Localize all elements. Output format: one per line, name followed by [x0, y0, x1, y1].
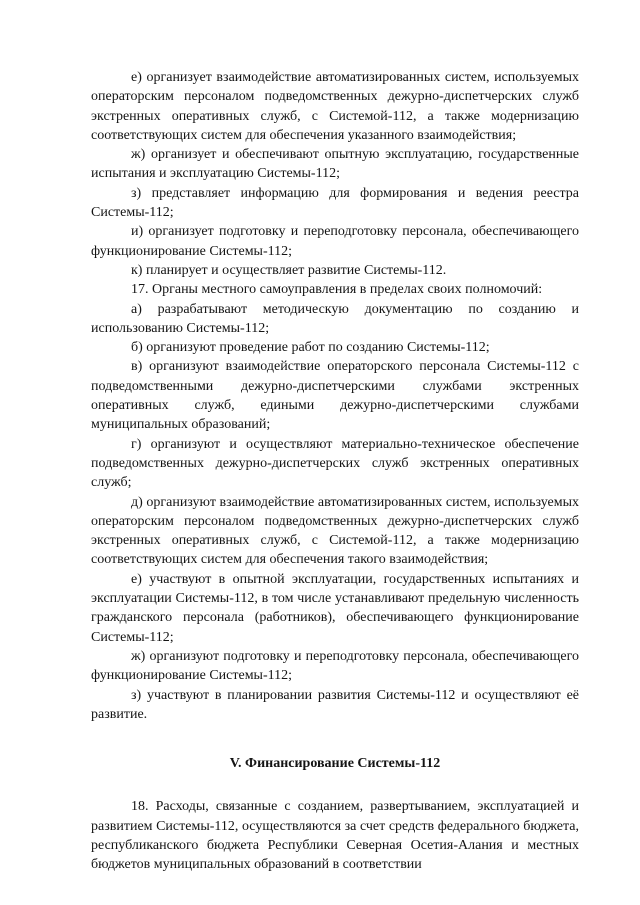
paragraph-item-v: в) организуют взаимодействие операторского персонала Системы-112 с подведомственными дежурно-диспетчерскими службами экстренных оперативных служб, едиными дежурно-диспетчерскими службами муниципальных образований; — [91, 359, 579, 433]
paragraph-item-zh2: ж) организуют подготовку и переподготовку персонала, обеспечивающего функционирование Системы-112; — [91, 648, 579, 684]
paragraph-item-e: е) организует взаимодействие автоматизированных систем, используемых операторским персоналом подведомственных дежурно-диспетчерских служб экстренных оперативных служб, с Системой-112, а также модернизацию соответствующих систем для обеспечения указанного взаимодействия; — [91, 70, 579, 143]
paragraph-item-b: б) организуют проведение работ по созданию Системы-112; — [131, 340, 490, 356]
paragraph-item-i: и) организует подготовку и переподготовку персонала, обеспечивающего функционирование Системы-112; — [91, 224, 579, 259]
paragraph-clause-17: 17. Органы местного самоуправления в пределах своих полномочий: — [131, 282, 543, 298]
document-page — [91, 68, 579, 875]
paragraph-item-k: к) планирует и осуществляет развитие Системы-112. — [131, 262, 447, 278]
paragraph-item-a: а) разрабатывают методическую документацию по созданию и использованию Системы-112; — [91, 301, 579, 336]
section-heading: V. Финансирование Системы-112 — [229, 756, 441, 772]
paragraph-item-z: з) представляет информацию для формирования и ведения реестра Системы-112; — [91, 185, 579, 221]
paragraph-item-e2: е) участвуют в опытной эксплуатации, государственных испытаниях и эксплуатации Системы-112, в том числе устанавливают предельную численность гражданского персонала (работников), обеспечивающего функционирование Системы-112; — [91, 571, 579, 645]
paragraph-item-z2: з) участвуют в планировании развития Системы-112 и осуществляют её развитие. — [91, 687, 579, 722]
paragraph-clause-18: 18. Расходы, связанные с созданием, развертыванием, эксплуатацией и развитием Системы-112, осуществляются за счет средств федерального бюджета, республиканского бюджета Республики Северная Осетия-Алания и местных бюджетов муниципальных образований в соответствии — [91, 799, 579, 873]
paragraph-item-zh: ж) организует и обеспечивают опытную эксплуатацию, государственные испытания и эксплуатацию Системы-112; — [91, 147, 579, 182]
paragraph-item-g: г) организуют и осуществляют материально-техническое обеспечение подведомственных дежурно-диспетчерских служб экстренных оперативных служб; — [91, 436, 579, 491]
paragraph-item-d: д) организуют взаимодействие автоматизированных систем, используемых операторским персоналом подведомственных дежурно-диспетчерских служб экстренных оперативных служб, с Системой-112, а также модернизацию соответствующих систем для обеспечения такого взаимодействия; — [91, 494, 579, 568]
